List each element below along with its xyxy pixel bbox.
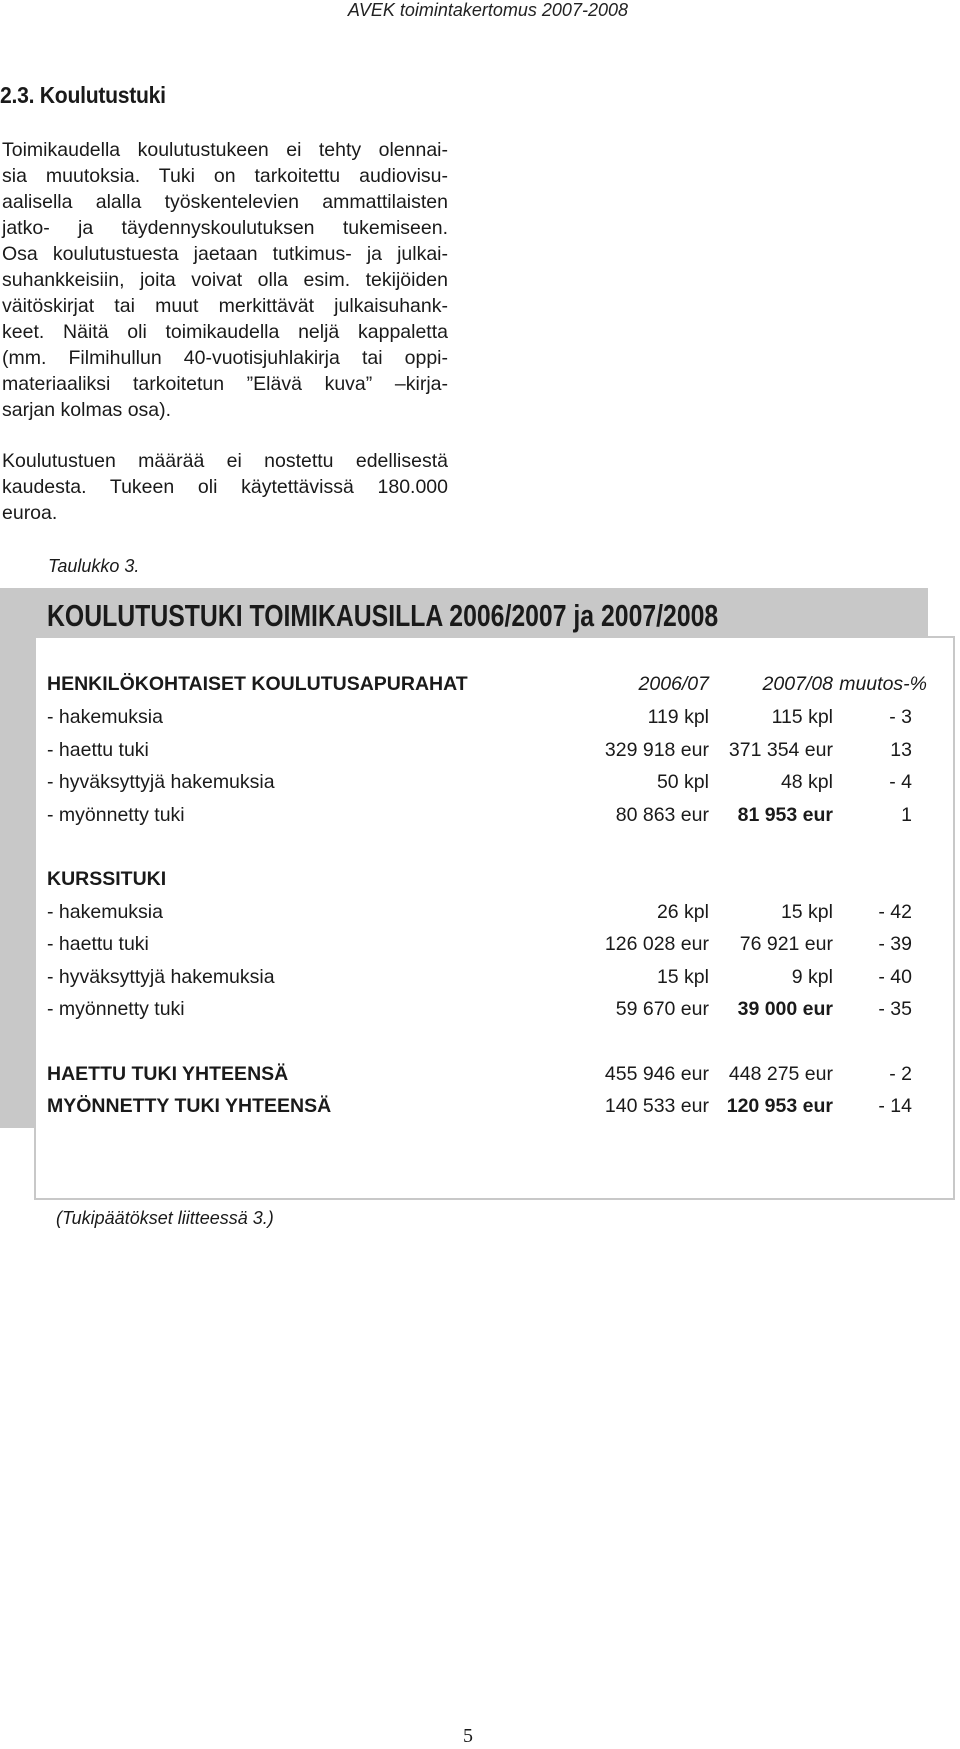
paragraph-line: sia muutoksia. Tuki on tarkoitettu audiovisu- (2, 165, 448, 187)
paragraph-line: materiaaliksi tarkoitetun ”Elävä kuva” –kirja- (2, 373, 448, 395)
table-row (47, 901, 927, 933)
paragraph-line: (mm. Filmihullun 40-vuotisjuhlakirja tai oppi- (2, 347, 448, 369)
row-label: MYÖNNETTY TUKI YHTEENSÄ (47, 1095, 332, 1117)
cell-2006: 26 kpl (656, 901, 709, 923)
total-row (47, 1063, 927, 1095)
paragraph-line: kaudesta. Tukeen oli käytettävissä 180.000 (2, 476, 448, 498)
cell-change: 1 (901, 804, 912, 826)
cell-2007: 81 953 eur (737, 804, 833, 826)
cell-change: - 40 (878, 966, 912, 988)
column-header-2006: 2006/07 (638, 673, 709, 695)
cell-2007: 15 kpl (780, 901, 833, 923)
running-header: AVEK toimintakertomus 2007-2008 (347, 0, 628, 20)
paragraph-line: Koulutustuen määrää ei nostettu edellisestä (2, 450, 448, 472)
paragraph-line: Osa koulutustuesta jaetaan tutkimus- ja julkai- (2, 243, 448, 265)
table-header-row (47, 673, 927, 705)
paragraph-line: aalisella alalla työskentelevien ammattilaisten (2, 191, 448, 213)
row-label: - haettu tuki (47, 739, 149, 761)
table-row (47, 933, 927, 965)
paragraph-budget (2, 448, 448, 526)
cell-change: - 14 (878, 1095, 912, 1117)
cell-change: - 42 (878, 901, 912, 923)
table-row (47, 966, 927, 998)
column-header-change: muutos-% (839, 673, 927, 695)
cell-2006: 50 kpl (656, 771, 709, 793)
section-heading-row (47, 868, 927, 900)
cell-2006: 119 kpl (647, 706, 709, 728)
row-label: - haettu tuki (47, 933, 149, 955)
cell-2006: 126 028 eur (604, 933, 709, 955)
paragraph-line: jatko- ja täydennyskoulutuksen tukemiseen. (2, 217, 448, 239)
paragraph-line: väitöskirjat tai muut merkittävät julkaisuhank- (2, 295, 448, 317)
section-title: 2.3. Koulutustuki (0, 82, 166, 108)
table-row (47, 706, 927, 738)
row-label: - hyväksyttyjä hakemuksia (47, 771, 275, 793)
row-label: - hakemuksia (47, 706, 163, 728)
cell-2007: 371 354 eur (728, 739, 833, 761)
cell-2006: 455 946 eur (604, 1063, 709, 1085)
row-label: - myönnetty tuki (47, 804, 185, 826)
cell-change: - 35 (878, 998, 912, 1020)
table-row (47, 771, 927, 803)
page-number: 5 (463, 1725, 473, 1747)
cell-2006: 80 863 eur (615, 804, 709, 826)
cell-2006: 15 kpl (656, 966, 709, 988)
cell-2007: 9 kpl (791, 966, 833, 988)
cell-change: - 39 (878, 933, 912, 955)
column-header-2007: 2007/08 (762, 673, 833, 695)
row-label: - hakemuksia (47, 901, 163, 923)
cell-change: 13 (890, 739, 912, 761)
cell-2007: 48 kpl (780, 771, 833, 793)
cell-change: - 3 (889, 706, 912, 728)
paragraph-line: euroa. (2, 502, 58, 524)
cell-2007: 448 275 eur (728, 1063, 833, 1085)
table-footnote: (Tukipäätökset liitteessä 3.) (56, 1208, 274, 1228)
row-label: HAETTU TUKI YHTEENSÄ (47, 1063, 289, 1085)
cell-2007: 39 000 eur (737, 998, 833, 1020)
cell-2006: 329 918 eur (604, 739, 709, 761)
paragraph-line: keet. Näitä oli toimikaudella neljä kappaletta (2, 321, 448, 343)
cell-2007: 76 921 eur (739, 933, 833, 955)
total-row (47, 1095, 927, 1127)
table-row (47, 998, 927, 1030)
row-label: - hyväksyttyjä hakemuksia (47, 966, 275, 988)
cell-2006: 140 533 eur (604, 1095, 709, 1117)
section-heading: KURSSITUKI (47, 868, 167, 890)
cell-change: - 4 (889, 771, 912, 793)
cell-2006: 59 670 eur (615, 998, 709, 1020)
table-row (47, 804, 927, 836)
paragraph-line: Toimikaudella koulutustukeen ei tehty olennai- (2, 139, 448, 161)
row-label: - myönnetty tuki (47, 998, 185, 1020)
paragraph-line: suhankkeisiin, joita voivat olla esim. tekijöiden (2, 269, 448, 291)
cell-2007: 115 kpl (771, 706, 833, 728)
table-caption: Taulukko 3. (48, 556, 140, 576)
table-title: KOULUTUSTUKI TOIMIKAUSILLA 2006/2007 ja 2007/2008 (47, 598, 719, 633)
paragraph-training-support (2, 137, 448, 423)
paragraph-line: sarjan kolmas osa). (2, 399, 172, 421)
section-heading: HENKILÖKOHTAISET KOULUTUSAPURAHAT (47, 673, 468, 695)
table-row (47, 739, 927, 771)
cell-2007: 120 953 eur (726, 1095, 833, 1117)
cell-change: - 2 (889, 1063, 912, 1085)
